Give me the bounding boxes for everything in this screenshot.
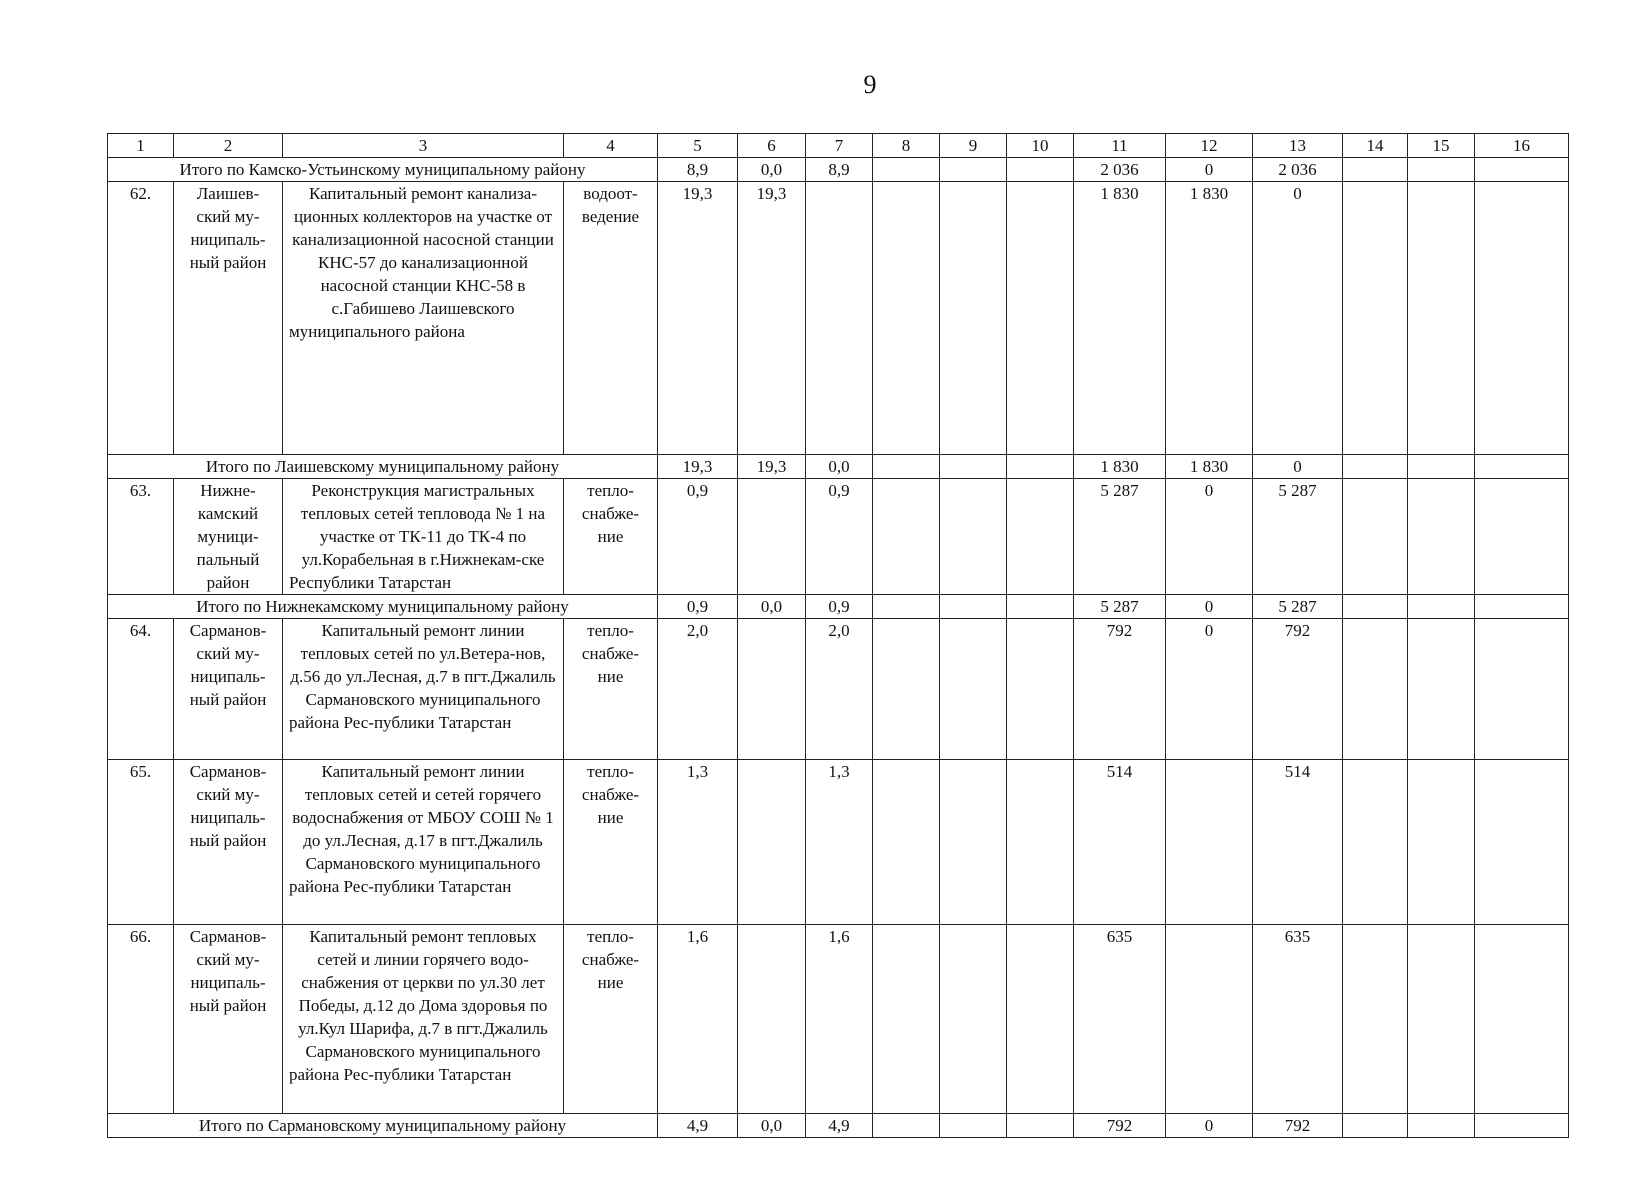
value-cell-col-10: [1007, 455, 1074, 479]
value-cell-col-7: 0,9: [806, 479, 873, 595]
row-number: 63.: [108, 479, 174, 595]
value-cell-col-6: [738, 760, 806, 925]
value-cell-col-5: 1,6: [658, 925, 738, 1114]
table-row: [108, 619, 1569, 760]
value-cell-col-16: [1475, 760, 1569, 925]
value-cell-col-11: 514: [1074, 760, 1166, 925]
column-number: 6: [738, 134, 806, 158]
value-cell-col-9: [940, 760, 1007, 925]
value-cell-col-6: [738, 925, 806, 1114]
table-row: [108, 479, 1569, 595]
value-cell-col-15: [1408, 455, 1475, 479]
value-cell-col-6: 0,0: [738, 1114, 806, 1138]
value-cell-col-11: 1 830: [1074, 455, 1166, 479]
district-total-row: [108, 158, 1569, 182]
value-cell-col-14: [1343, 760, 1408, 925]
value-cell-col-11: 5 287: [1074, 479, 1166, 595]
value-cell-col-14: [1343, 595, 1408, 619]
value-cell-col-13: 514: [1253, 760, 1343, 925]
value-cell-col-7: 1,6: [806, 925, 873, 1114]
district-cell: Нижне-камский муници-пальный район: [174, 479, 283, 595]
value-cell-col-14: [1343, 1114, 1408, 1138]
value-cell-col-5: 19,3: [658, 182, 738, 455]
value-cell-col-15: [1408, 760, 1475, 925]
project-name-cell: Капитальный ремонт канализа-ционных коллекторов на участке от канализационной насосной станции КНС-57 до канализационной насосной станции КНС-58 в с.Габишево Лаишевского муниципального района: [283, 182, 564, 455]
value-cell-col-10: [1007, 158, 1074, 182]
value-cell-col-9: [940, 595, 1007, 619]
service-type-cell: тепло-снабже-ние: [564, 760, 658, 925]
value-cell-col-16: [1475, 595, 1569, 619]
district-total-row: [108, 595, 1569, 619]
value-cell-col-12: 1 830: [1166, 182, 1253, 455]
value-cell-col-16: [1475, 479, 1569, 595]
value-cell-col-10: [1007, 479, 1074, 595]
district-cell: Сарманов-ский му-ниципаль-ный район: [174, 619, 283, 760]
service-type-cell: водоот-ведение: [564, 182, 658, 455]
value-cell-col-5: 19,3: [658, 455, 738, 479]
value-cell-col-12: 1 830: [1166, 455, 1253, 479]
value-cell-col-8: [873, 455, 940, 479]
value-cell-col-14: [1343, 619, 1408, 760]
column-number: 10: [1007, 134, 1074, 158]
value-cell-col-16: [1475, 455, 1569, 479]
total-label: Итого по Нижнекамскому муниципальному району: [108, 595, 658, 619]
value-cell-col-6: [738, 479, 806, 595]
value-cell-col-13: 2 036: [1253, 158, 1343, 182]
value-cell-col-7: 2,0: [806, 619, 873, 760]
value-cell-col-9: [940, 479, 1007, 595]
value-cell-col-13: 5 287: [1253, 479, 1343, 595]
column-number: 9: [940, 134, 1007, 158]
value-cell-col-10: [1007, 1114, 1074, 1138]
district-total-row: [108, 1114, 1569, 1138]
value-cell-col-9: [940, 1114, 1007, 1138]
value-cell-col-8: [873, 925, 940, 1114]
project-name-cell: Капитальный ремонт линии тепловых сетей по ул.Ветера-нов, д.56 до ул.Лесная, д.7 в пгт.Джалиль Сармановского муниципального района Рес-публики Татарстан: [283, 619, 564, 760]
column-number: 15: [1408, 134, 1475, 158]
value-cell-col-16: [1475, 182, 1569, 455]
column-number: 5: [658, 134, 738, 158]
value-cell-col-8: [873, 760, 940, 925]
value-cell-col-10: [1007, 182, 1074, 455]
value-cell-col-10: [1007, 925, 1074, 1114]
total-label: Итого по Лаишевскому муниципальному району: [108, 455, 658, 479]
value-cell-col-8: [873, 1114, 940, 1138]
value-cell-col-6: [738, 619, 806, 760]
value-cell-col-11: 1 830: [1074, 182, 1166, 455]
value-cell-col-9: [940, 158, 1007, 182]
column-number: 13: [1253, 134, 1343, 158]
service-type-cell: тепло-снабже-ние: [564, 619, 658, 760]
column-number: 2: [174, 134, 283, 158]
value-cell-col-15: [1408, 619, 1475, 760]
value-cell-col-13: 792: [1253, 1114, 1343, 1138]
value-cell-col-7: [806, 182, 873, 455]
value-cell-col-15: [1408, 595, 1475, 619]
value-cell-col-7: 1,3: [806, 760, 873, 925]
value-cell-col-9: [940, 455, 1007, 479]
project-name-cell: Реконструкция магистральных тепловых сетей тепловода № 1 на участке от ТК-11 до ТК-4 по ул.Корабельная в г.Нижнекам-ске Республики Татарстан: [283, 479, 564, 595]
value-cell-col-14: [1343, 479, 1408, 595]
table-row: [108, 760, 1569, 925]
value-cell-col-15: [1408, 158, 1475, 182]
value-cell-col-9: [940, 619, 1007, 760]
value-cell-col-5: 8,9: [658, 158, 738, 182]
service-type-cell: тепло-снабже-ние: [564, 925, 658, 1114]
district-total-row: [108, 455, 1569, 479]
value-cell-col-14: [1343, 182, 1408, 455]
value-cell-col-11: 792: [1074, 619, 1166, 760]
column-number: 8: [873, 134, 940, 158]
value-cell-col-8: [873, 619, 940, 760]
total-label: Итого по Сармановскому муниципальному району: [108, 1114, 658, 1138]
value-cell-col-16: [1475, 158, 1569, 182]
value-cell-col-13: 635: [1253, 925, 1343, 1114]
value-cell-col-9: [940, 182, 1007, 455]
value-cell-col-11: 635: [1074, 925, 1166, 1114]
value-cell-col-8: [873, 158, 940, 182]
value-cell-col-13: 5 287: [1253, 595, 1343, 619]
project-name-cell: Капитальный ремонт линии тепловых сетей и сетей горячего водоснабжения от МБОУ СОШ № 1 до ул.Лесная, д.17 в пгт.Джалиль Сармановского муниципального района Рес-публики Татарстан: [283, 760, 564, 925]
row-number: 62.: [108, 182, 174, 455]
row-number: 65.: [108, 760, 174, 925]
value-cell-col-16: [1475, 619, 1569, 760]
value-cell-col-6: 0,0: [738, 158, 806, 182]
table-row: [108, 925, 1569, 1114]
value-cell-col-8: [873, 595, 940, 619]
column-number: 12: [1166, 134, 1253, 158]
value-cell-col-15: [1408, 182, 1475, 455]
row-number: 66.: [108, 925, 174, 1114]
column-number: 16: [1475, 134, 1569, 158]
value-cell-col-15: [1408, 1114, 1475, 1138]
value-cell-col-6: 0,0: [738, 595, 806, 619]
value-cell-col-8: [873, 479, 940, 595]
column-number: 1: [108, 134, 174, 158]
column-number-row: [108, 134, 1569, 158]
value-cell-col-14: [1343, 455, 1408, 479]
column-number: 3: [283, 134, 564, 158]
table-row: [108, 182, 1569, 455]
service-type-cell: тепло-снабже-ние: [564, 479, 658, 595]
value-cell-col-12: 0: [1166, 619, 1253, 760]
column-number: 7: [806, 134, 873, 158]
total-label: Итого по Камско-Устьинскому муниципальному району: [108, 158, 658, 182]
value-cell-col-7: 8,9: [806, 158, 873, 182]
district-cell: Сарманов-ский му-ниципаль-ный район: [174, 760, 283, 925]
column-number: 14: [1343, 134, 1408, 158]
value-cell-col-7: 4,9: [806, 1114, 873, 1138]
district-cell: Сарманов-ский му-ниципаль-ный район: [174, 925, 283, 1114]
value-cell-col-5: 1,3: [658, 760, 738, 925]
value-cell-col-10: [1007, 760, 1074, 925]
column-number: 11: [1074, 134, 1166, 158]
value-cell-col-12: 0: [1166, 479, 1253, 595]
value-cell-col-15: [1408, 479, 1475, 595]
district-cell: Лаишев-ский му-ниципаль-ный район: [174, 182, 283, 455]
value-cell-col-5: 2,0: [658, 619, 738, 760]
value-cell-col-7: 0,0: [806, 455, 873, 479]
value-cell-col-9: [940, 925, 1007, 1114]
value-cell-col-10: [1007, 619, 1074, 760]
project-name-cell: Капитальный ремонт тепловых сетей и линии горячего водо-снабжения от церкви по ул.30 лет Победы, д.12 до Дома здоровья по ул.Кул Шарифа, д.7 в пгт.Джалиль Сармановского муниципального района Рес-публики Татарстан: [283, 925, 564, 1114]
value-cell-col-14: [1343, 158, 1408, 182]
row-number: 64.: [108, 619, 174, 760]
value-cell-col-6: 19,3: [738, 182, 806, 455]
value-cell-col-8: [873, 182, 940, 455]
value-cell-col-13: 0: [1253, 455, 1343, 479]
value-cell-col-16: [1475, 925, 1569, 1114]
value-cell-col-10: [1007, 595, 1074, 619]
value-cell-col-14: [1343, 925, 1408, 1114]
value-cell-col-12: [1166, 760, 1253, 925]
value-cell-col-11: 5 287: [1074, 595, 1166, 619]
value-cell-col-5: 0,9: [658, 595, 738, 619]
value-cell-col-5: 0,9: [658, 479, 738, 595]
value-cell-col-16: [1475, 1114, 1569, 1138]
value-cell-col-7: 0,9: [806, 595, 873, 619]
table-body: [108, 134, 1569, 1138]
value-cell-col-11: 2 036: [1074, 158, 1166, 182]
budget-table: [107, 133, 1569, 1138]
value-cell-col-12: 0: [1166, 158, 1253, 182]
value-cell-col-5: 4,9: [658, 1114, 738, 1138]
value-cell-col-13: 0: [1253, 182, 1343, 455]
value-cell-col-12: [1166, 925, 1253, 1114]
value-cell-col-12: 0: [1166, 1114, 1253, 1138]
value-cell-col-11: 792: [1074, 1114, 1166, 1138]
value-cell-col-15: [1408, 925, 1475, 1114]
value-cell-col-13: 792: [1253, 619, 1343, 760]
value-cell-col-12: 0: [1166, 595, 1253, 619]
value-cell-col-6: 19,3: [738, 455, 806, 479]
page-number: 9: [863, 70, 877, 99]
column-number: 4: [564, 134, 658, 158]
